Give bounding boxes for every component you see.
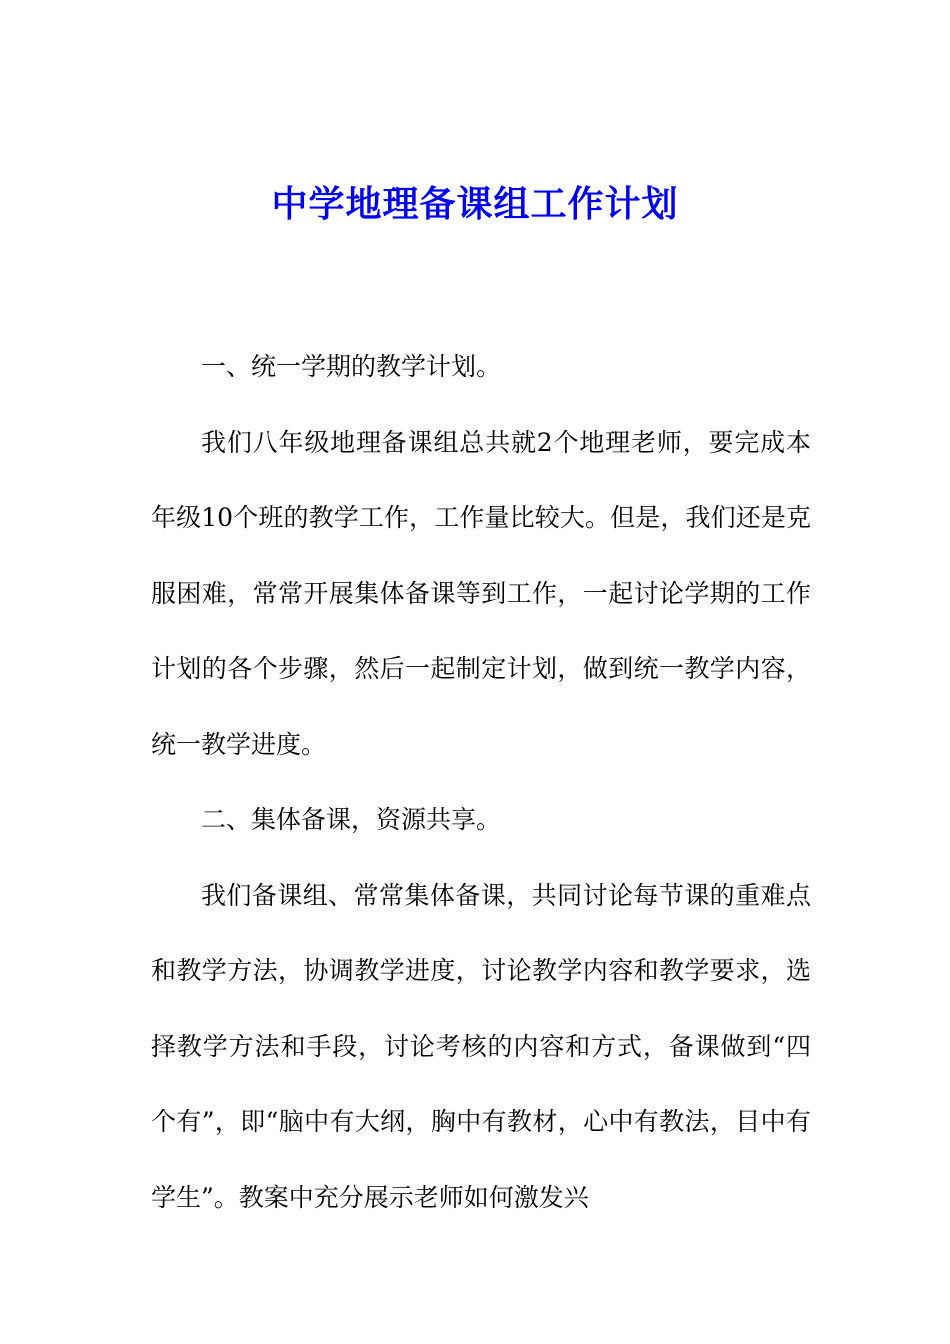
section-heading-2: 二、集体备课，资源共享。 <box>201 805 502 834</box>
paragraph-1: 我们八年级地理备课组总共就2个地理老师，要完成本年级10个班的教学工作，工作量比较大。但是，我们还是克服困难，常常开展集体备课等到工作，一起讨论学期的工作计划的各个步骤，然后一起制定计划，做到统一教学内容，统一教学进度。 <box>151 427 811 759</box>
document-body <box>151 329 811 1235</box>
section-heading-1: 一、统一学期的教学计划。 <box>201 352 502 381</box>
document-title: 中学地理备课组工作计划 <box>271 183 679 225</box>
paragraph-2: 我们备课组、常常集体备课，共同讨论每节课的重难点和教学方法，协调教学进度，讨论教学内容和教学要求，选择教学方法和手段，讨论考核的内容和方式，备课做到“四个有”，即“脑中有大纲，胸中有教材，心中有教法，目中有学生”。教案中充分展示老师如何激发兴 <box>151 880 811 1212</box>
